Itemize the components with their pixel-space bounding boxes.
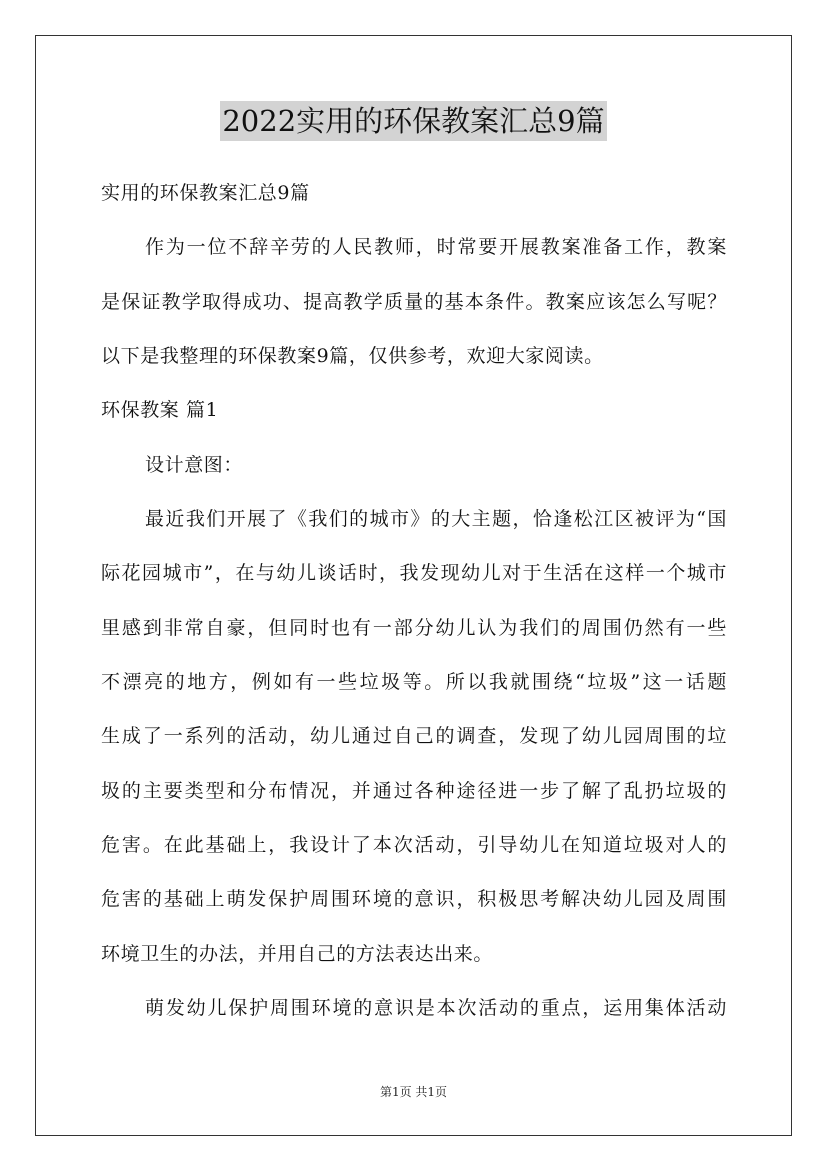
body-line-9: 环境卫生的办法，并用自己的方法表达出来。 xyxy=(101,943,494,965)
intro-line-2: 是保证教学取得成功、提高教学质量的基本条件。教案应该怎么写呢？ xyxy=(101,291,727,313)
design-intent-heading: 设计意图： xyxy=(145,454,244,476)
body-line-5: 生成了一系列的活动，幼儿通过自己的调查，发现了幼儿园周围的垃 xyxy=(101,725,727,747)
body-line-4: 不漂亮的地方，例如有一些垃圾等。所以我就围绕“垃圾”这一话题 xyxy=(101,671,727,693)
body-line-10: 萌发幼儿保护周围环境的意识是本次活动的重点，运用集体活动 xyxy=(145,997,727,1019)
section-heading: 环保教案 篇1 xyxy=(101,399,219,421)
body-line-1: 最近我们开展了《我们的城市》的大主题，恰逢松江区被评为“国 xyxy=(145,508,727,530)
body-line-8: 危害的基础上萌发保护周围环境的意识，积极思考解决幼儿园及周围 xyxy=(101,888,727,910)
intro-line-3: 以下是我整理的环保教案9篇，仅供参考，欢迎大家阅读。 xyxy=(101,345,604,367)
document-title: 2022实用的环保教案汇总9篇 xyxy=(220,101,606,141)
page-footer: 第1页 共1页 xyxy=(379,1085,448,1099)
body-line-2: 际花园城市”，在与幼儿谈话时，我发现幼儿对于生活在这样一个城市 xyxy=(101,562,727,584)
body-line-6: 圾的主要类型和分布情况，并通过各种途径进一步了解了乱扔垃圾的 xyxy=(101,780,727,802)
intro-line-1: 作为一位不辞辛劳的人民教师，时常要开展教案准备工作，教案 xyxy=(145,236,727,258)
body-line-3: 里感到非常自豪，但同时也有一部分幼儿认为我们的周围仍然有一些 xyxy=(101,617,727,639)
body-line-7: 危害。在此基础上，我设计了本次活动，引导幼儿在知道垃圾对人的 xyxy=(101,834,727,856)
title-container xyxy=(0,101,827,141)
subtitle-line: 实用的环保教案汇总9篇 xyxy=(101,182,310,204)
